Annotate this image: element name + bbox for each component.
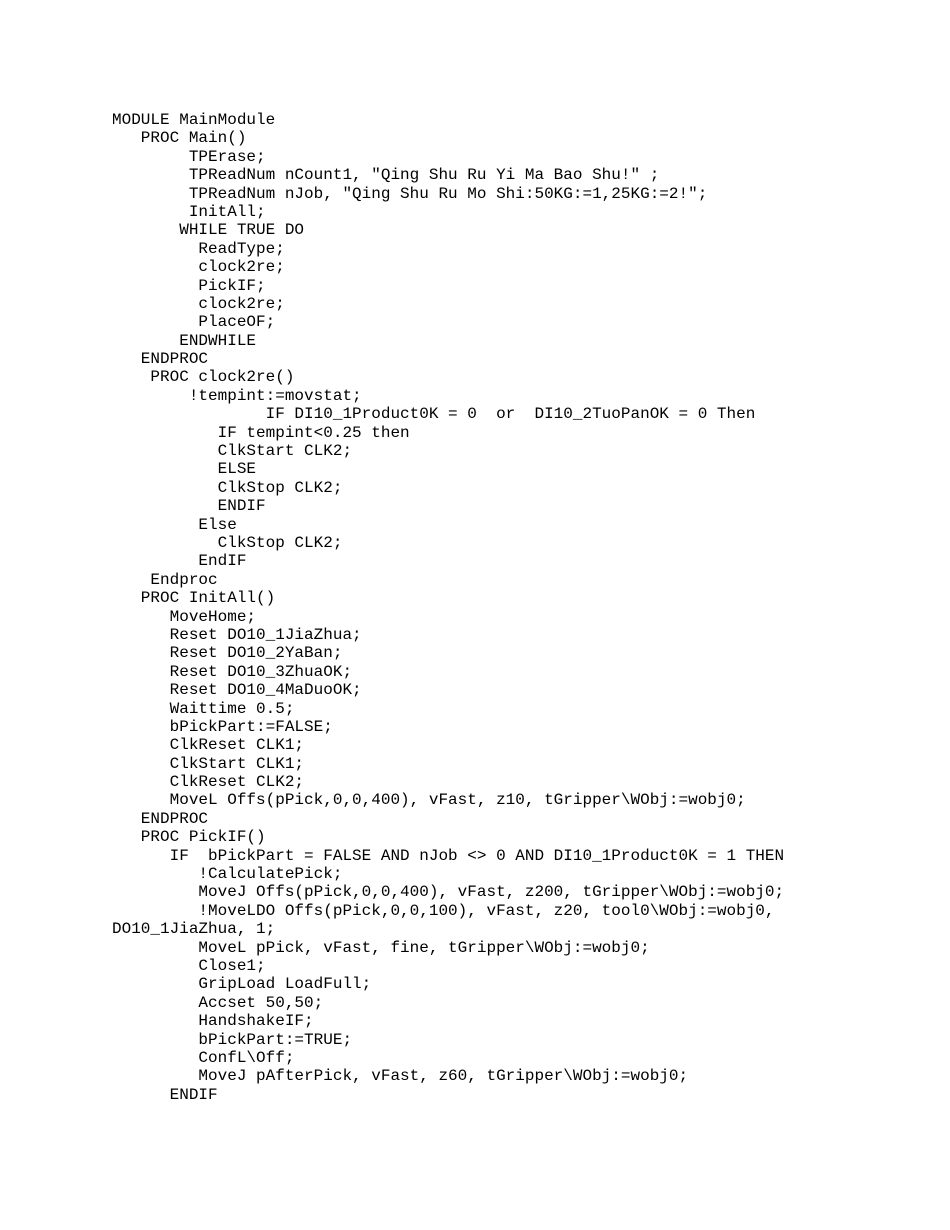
code-line: Else (112, 515, 237, 534)
code-line: GripLoad LoadFull; (112, 975, 372, 994)
code-line: ELSE (112, 460, 257, 479)
code-line: TPErase; (112, 147, 266, 166)
code-line: PROC InitAll() (112, 589, 276, 608)
code-line: PickIF; (112, 276, 266, 295)
code-line: ClkReset CLK1; (112, 736, 305, 755)
code-line: clock2re; (112, 294, 285, 313)
code-line: PlaceOF; (112, 313, 276, 332)
code-line: ENDIF (112, 497, 266, 516)
code-line: ClkStop CLK2; (112, 478, 343, 497)
code-line: !tempint:=movstat; (112, 386, 362, 405)
code-line: MoveL pPick, vFast, fine, tGripper\WObj:=wobj0; (112, 938, 650, 957)
code-line: PROC PickIF() (112, 828, 266, 847)
code-line: MoveHome; (112, 607, 257, 626)
code-line: Accset 50,50; (112, 993, 324, 1012)
code-line: ConfL\Off; (112, 1048, 295, 1067)
code-line: TPReadNum nJob, "Qing Shu Ru Mo Shi:50KG:=1,25KG:=2!"; (112, 184, 708, 203)
code-line: InitAll; (112, 202, 266, 221)
code-line: ENDIF (112, 1085, 218, 1104)
code-line: ReadType; (112, 239, 285, 258)
code-line: IF DI10_1Product0K = 0 or DI10_2TuoPanOK = 0 Then (112, 405, 756, 424)
code-line: HandshakeIF; (112, 1012, 314, 1031)
code-line: EndIF (112, 552, 247, 571)
code-line: ClkReset CLK2; (112, 773, 305, 792)
code-line: ClkStart CLK1; (112, 754, 305, 773)
code-line: ClkStop CLK2; (112, 533, 343, 552)
code-line: MoveJ pAfterPick, vFast, z60, tGripper\WObj:=wobj0; (112, 1067, 689, 1086)
code-line: bPickPart:=TRUE; (112, 1030, 353, 1049)
code-line: IF bPickPart = FALSE AND nJob <> 0 AND DI10_1Product0K = 1 THEN (112, 846, 785, 865)
code-line: PROC clock2re() (112, 368, 295, 387)
code-line: Reset DO10_1JiaZhua; (112, 625, 362, 644)
code-line: IF tempint<0.25 then (112, 423, 410, 442)
code-line: DO10_1JiaZhua, 1; (112, 920, 276, 939)
code-line: TPReadNum nCount1, "Qing Shu Ru Yi Ma Bao Shu!" ; (112, 166, 660, 185)
code-line: ClkStart CLK2; (112, 442, 353, 461)
code-line: Reset DO10_4MaDuoOK; (112, 681, 362, 700)
code-line: !MoveLDO Offs(pPick,0,0,100), vFast, z20, tool0\WObj:=wobj0, (112, 901, 775, 920)
code-line: MoveJ Offs(pPick,0,0,400), vFast, z200, tGripper\WObj:=wobj0; (112, 883, 785, 902)
code-line: Close1; (112, 956, 266, 975)
code-line: MoveL Offs(pPick,0,0,400), vFast, z10, tGripper\WObj:=wobj0; (112, 791, 746, 810)
code-line: Waittime 0.5; (112, 699, 295, 718)
code-line: Endproc (112, 570, 218, 589)
code-line: ENDPROC (112, 350, 209, 369)
code-line: Reset DO10_3ZhuaOK; (112, 662, 353, 681)
code-line: Reset DO10_2YaBan; (112, 644, 343, 663)
code-listing (112, 111, 932, 1104)
code-line: bPickPart:=FALSE; (112, 717, 333, 736)
code-line: PROC Main() (112, 129, 247, 148)
code-line: MODULE MainModule (112, 111, 276, 129)
code-line: clock2re; (112, 258, 285, 277)
code-line: !CalculatePick; (112, 865, 343, 884)
code-line: ENDWHILE (112, 331, 257, 350)
code-line: WHILE TRUE DO (112, 221, 305, 240)
code-line: ENDPROC (112, 809, 209, 828)
